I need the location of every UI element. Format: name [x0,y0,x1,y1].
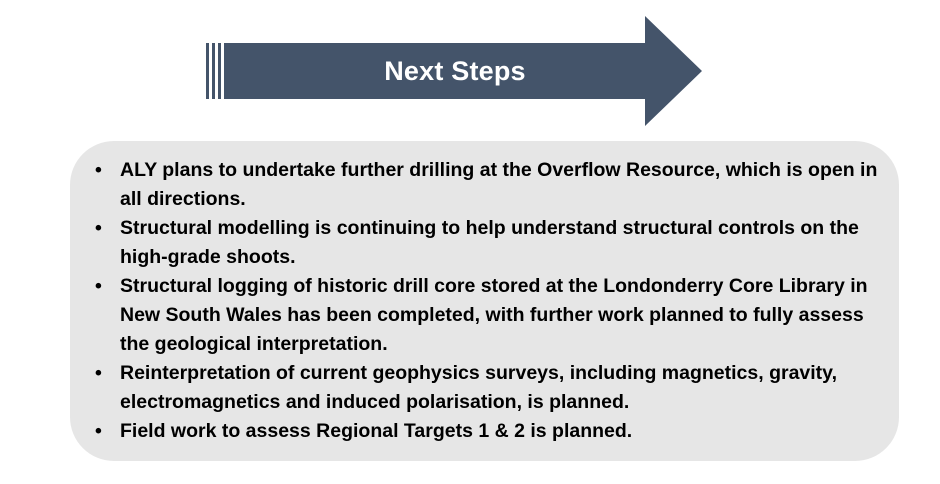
list-item [95,272,885,359]
list-item [95,214,885,272]
list-item [95,359,885,417]
list-item [95,417,885,446]
next-steps-list [95,156,885,446]
next-steps-arrow [0,0,940,140]
bullet-icon: • [95,362,102,384]
arrow-stripe [206,43,209,99]
bullet-icon: • [95,159,102,181]
arrow-stripe [212,43,215,99]
list-item-text: Field work to assess Regional Targets 1 & 2 is planned. [120,420,633,442]
list-item-text: ALY plans to undertake further drilling at the Overflow Resource, which is open in all directions. [120,159,878,210]
list-item-text: Structural logging of historic drill core stored at the Londonderry Core Library in New South Wales has been completed, with further work planned to fully assess the geological interpretation. [120,275,868,355]
bullet-icon: • [95,275,102,297]
bullet-icon: • [95,420,102,442]
list-item [95,156,885,214]
list-item-text: Structural modelling is continuing to help understand structural controls on the high-grade shoots. [120,217,859,268]
bullet-icon: • [95,217,102,239]
list-item-text: Reinterpretation of current geophysics surveys, including magnetics, gravity, electromagnetics and induced polarisation, is planned. [120,362,837,413]
arrow-stripe [218,43,221,99]
page-title: Next Steps [384,56,526,86]
